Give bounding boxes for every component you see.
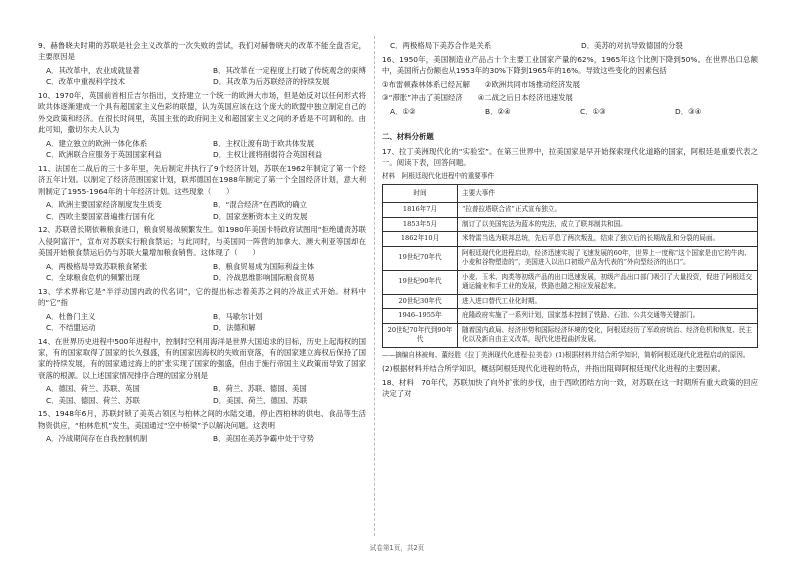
option-c: C．改革中重视科学技术 xyxy=(46,77,126,87)
option-d: D．国家垄断资本主义的发展 xyxy=(213,211,308,221)
option-b: B．“混合经济”在西欧的确立 xyxy=(213,200,308,210)
events-table xyxy=(382,184,758,348)
row-event: 随着国内政局、经济形势和国际经济环境的变化，阿根廷经历了军政府统治、经济危机和恢复、民主化以及新自由主义改革，现代化进程曲折发展。 xyxy=(458,323,758,347)
option-b: B．粮食贸易成为国际利益主体 xyxy=(213,261,315,271)
question-15 xyxy=(38,408,366,444)
option-d: D．法德和解 xyxy=(213,323,256,333)
question-stem: 10、1970年，英国前首相丘吉尔指出，支持建立一个统一的欧洲大市场，但是始反对以任何形式将欧共体逐渐建成一个具有超国家主义色彩的联盟，认为英国应该在这个庞大的欧盟中独立制定自己的外交政策和经济。在很长时间里，英国主张的政府间主义和超国家主义之间的矛盾是不可调和的。由此可知，撒切尔夫人认为 xyxy=(38,91,366,135)
row-time: 19世纪70年代 xyxy=(383,246,458,270)
option-b: B．②④ xyxy=(485,106,511,116)
table-row xyxy=(383,309,758,324)
question-stem: 9、赫鲁晓夫时期的苏联是社会主义改革的一次失败的尝试，我们对赫鲁晓夫的改革不能全盘否定，主要原因是 xyxy=(38,41,366,62)
table-row xyxy=(383,246,758,270)
row-event: 米特雷当选为联邦总统，先后平息了两次叛乱，结束了独立后的长期战乱和分裂的局面。 xyxy=(458,232,758,247)
left-column xyxy=(38,40,366,447)
question-18 xyxy=(382,377,758,400)
option-a: A．建立独立的欧洲一体化体系 xyxy=(46,138,148,148)
option-b: B．主权让渡有助于欧共体发展 xyxy=(213,138,315,148)
option-d: D．其改革为后苏联经济的持续发展 xyxy=(213,77,330,87)
question-17 xyxy=(382,146,758,375)
row-event: “拉普拉塔联合省”正式宣布独立。 xyxy=(458,203,758,218)
option-c: C．①③ xyxy=(580,106,606,116)
page-footer: 试卷第1页，共2页 xyxy=(369,544,425,552)
column-divider xyxy=(374,36,375,536)
row-time: 1946–1955年 xyxy=(383,309,458,324)
option-d: D．美国、荷兰、德国、苏联 xyxy=(213,395,308,405)
statement-items: ①布雷顿森林体系已经瓦解 ②欧洲共同市场推动经济发展 xyxy=(382,79,581,89)
option-c: C．欧洲联合应服务于英国国家利益 xyxy=(46,150,163,160)
option-a: A．其改革中，农业成就显著 xyxy=(46,66,140,75)
question-15-continued xyxy=(382,40,758,51)
question-stem: 13、学术界称它是“半浮动国内政的代名词”，它的提出标志着美苏之间的冷战正式开始。材料中的“它”指 xyxy=(38,286,366,308)
row-time: 1862年10月 xyxy=(383,232,458,247)
option-b: B．其改革在一定程度上打破了传统观念的束缚 xyxy=(213,66,366,75)
section-title: 二、材料分析题 xyxy=(382,132,434,142)
row-event: 阿根廷现代化进程启动，经济迅速实现了飞速发展的60年，世界上一度称“这个国家是由它的牛肉、小麦和谷物塑造的”，美国进入以出口初级产品为代表的“外向型经济的出口”。 xyxy=(458,246,758,270)
question-stem: 18、材料 70年代，苏联加快了向外扩张的步伐，由于西欧团结方向一致，对苏联在这一时期所有重大政策的回应决定了对 xyxy=(382,377,758,398)
row-time: 1816年7月 xyxy=(383,203,458,218)
row-time: 20世纪30年代 xyxy=(383,294,458,309)
row-event: 小麦、玉米、肉类等初级产品的出口迅速发展，初级产品出口部门吸引了大量投资，促进了阿根廷交通运输业和手工业的发展，铁路也随之相应发展起来。 xyxy=(458,270,758,294)
table-header-row xyxy=(383,185,758,203)
option-d: D．③④ xyxy=(675,106,702,116)
table-row xyxy=(383,217,758,232)
option-a: A．欧洲主要国家经济制度发生质变 xyxy=(46,200,162,210)
question-13 xyxy=(38,286,366,334)
question-9 xyxy=(38,40,366,88)
option-d: D．冷战思维影响国际粮食贸易 xyxy=(213,273,315,283)
question-stem: 16、1950年，美国制造业产品占十个主要工业国家产量的62%，1965年这个比例下降到50%。在世界出口总额中，美国所占份额也从1953年的30%下降到1965年的16%。导致这些变化的因素包括 xyxy=(382,54,758,75)
question-16 xyxy=(382,54,758,118)
option-b: B．美国在美苏争霸中处于守势 xyxy=(213,434,315,444)
source-note: ——摘编自林被甸、董经胜《拉丁美洲现代化进程·拉美卷》(1)根据材料并结合所学知识，简析阿根廷现代化进程启动的原因。 xyxy=(382,350,750,359)
table-row xyxy=(383,270,758,294)
right-column xyxy=(382,40,758,402)
row-event: 制订了以美国宪法为蓝本的宪法，成立了联邦制共和国。 xyxy=(458,217,758,232)
sub-question: (2)根据材料并结合所学知识，概括阿根廷现代化进程的特点，并指出阻碍阿根廷现代化进程的主要因素。 xyxy=(382,363,726,373)
row-event: 庇隆政府实施了一系列计划，国家基本控制了铁路、石油、公共交通等关键部门。 xyxy=(458,309,758,324)
question-14 xyxy=(38,336,366,407)
row-time: 20世纪70年代到90年代 xyxy=(383,323,458,347)
table-row xyxy=(383,323,758,347)
option-d: D．主权让渡将削弱符合英国利益 xyxy=(213,150,323,160)
option-b: B．荷兰、苏联、德国、美国 xyxy=(213,384,307,394)
table-row xyxy=(383,203,758,218)
row-time: 1853年5月 xyxy=(383,217,458,232)
header-event: 主要大事件 xyxy=(458,185,758,203)
question-stem: 12、苏联曾长期依赖粮食进口，粮食贸易战频繁发生。如1980年美国卡特政府试图用“拒绝谴责苏联入侵阿富汗”，宣布对苏联实行粮食禁运；与此同时，与美国同一阵营的加拿大、澳大利亚等国却在美国开始粮食禁运后仍与苏联大量增加粮食销售。这体现了（ ） xyxy=(38,225,366,258)
option-a: A．冷战期间存在自我控制机制 xyxy=(46,434,148,444)
question-11 xyxy=(38,163,366,222)
question-stem: 17、拉丁美洲现代化的“实验室”。在第三世界中，拉美国家是早开始探索现代化道路的国家，阿根廷是重要代表之一。阅读下表，回答问题。 xyxy=(382,146,758,167)
table-row xyxy=(383,232,758,247)
option-b: B．马歇尔计划 xyxy=(213,311,263,321)
option-a: A．德国、荷兰、苏联、英国 xyxy=(46,384,140,394)
row-time: 19世纪90年代 xyxy=(383,270,458,294)
option-c: C．西欧主要国家普遍推行国有化 xyxy=(46,211,155,221)
question-10 xyxy=(38,90,366,161)
statement-items: ③“滞胀”冲击了美国经济 ④二战之后日本经济迅速发展 xyxy=(382,93,573,103)
question-12 xyxy=(38,224,366,283)
question-stem: 14、在世界历史进程中500年进程中，控制时空利用海洋是世界大国追求的目标，历史上起海权的国家，有的国家取得了国家的长久强盛，有的国家因海权的失败而衰落，有的国家建立海权后保持了国家的持续发展，有的国家通过海上的扩张实现了国家的强盛，但由于施行帝国主义政策而导致了国家衰落的根源。以上述国家情况排序合理的国家分别是 xyxy=(38,336,366,380)
option-a: A．杜鲁门主义 xyxy=(46,311,96,321)
option-c: C．不结盟运动 xyxy=(46,323,96,333)
option-c: C．美国、德国、荷兰、苏联 xyxy=(46,395,140,405)
table-row xyxy=(383,294,758,309)
question-stem: 15、1948年6月，苏联封锁了美英占领区与柏林之间的水陆交通，停止西柏林的供电、食品等生活物资供应，“柏林危机”发生，美国通过“空中桥梁”予以解决问题。这表明 xyxy=(38,409,366,430)
header-time: 时间 xyxy=(383,185,458,203)
option-c: C．全球粮食危机的频繁出现 xyxy=(46,273,140,283)
option-a: A．两极格局导致苏联粮食紧张 xyxy=(46,261,148,271)
option-d: D．美苏的对抗导致德国的分裂 xyxy=(581,41,683,50)
row-event: 进入进口替代工业化时期。 xyxy=(458,294,758,309)
question-stem: 11、法国在二战后的三十多年里，先后制定并执行了9个经济计划，苏联在1962年制定了第一个经济五年计划。以制定了经济范围国家计划，联邦德国在1988年制定了第一个全国经济计划，意大利则制定了1955-1964年的十年经济计划。这些现象（ ） xyxy=(38,163,366,196)
option-c: C．两极格局下美苏合作是关系 xyxy=(390,41,492,50)
option-a: A．①② xyxy=(390,106,416,116)
table-caption: 材料 阿根廷现代化进程中的重要事件 xyxy=(382,171,495,180)
